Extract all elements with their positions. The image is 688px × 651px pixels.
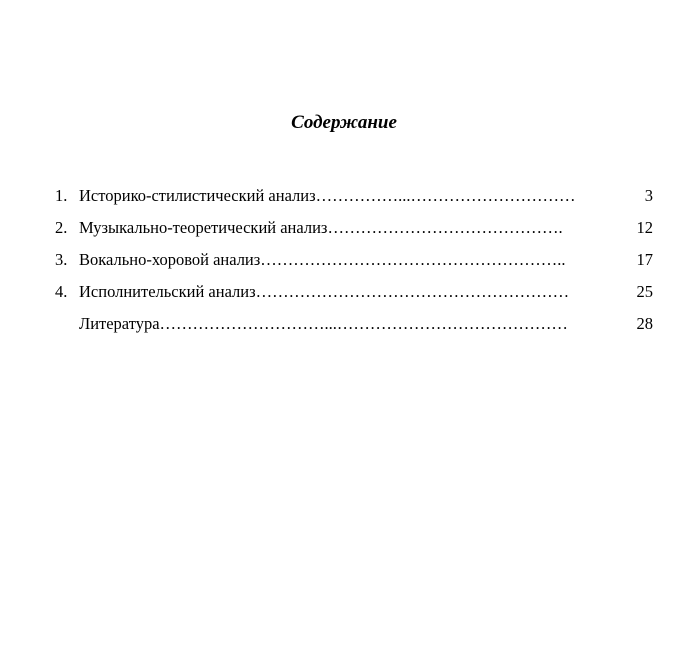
toc-entry-3 [55, 248, 653, 280]
toc-entry-page: 17 [636, 250, 653, 269]
toc-dot-leader: ………………………………………………… [255, 282, 570, 301]
toc-entry-number: 2. [55, 218, 68, 237]
toc-entry-number: 1. [55, 186, 68, 205]
table-of-contents [55, 184, 653, 344]
toc-entry-label: Музыкально-теоретический анализ [79, 218, 328, 237]
toc-entry-bibliography [55, 312, 653, 344]
toc-entry-label: Историко-стилистический анализ [79, 186, 316, 205]
toc-dot-leader: ……………………………………. [327, 218, 563, 237]
toc-entry-4 [55, 280, 653, 312]
toc-dot-leader: …………………………...…………………………………… [159, 314, 568, 333]
toc-entry-2 [55, 216, 653, 248]
toc-entry-label: Исполнительский анализ [79, 282, 256, 301]
toc-entry-label: Вокально-хоровой анализ [79, 250, 261, 269]
toc-entry-line [79, 248, 653, 272]
toc-dot-leader: ……………………………………………….. [260, 250, 566, 269]
toc-entry-line [79, 312, 653, 336]
toc-entry-number: 3. [55, 250, 68, 269]
toc-entry-page: 28 [636, 314, 653, 333]
toc-entry-page: 12 [636, 218, 653, 237]
page-title: Содержание [291, 112, 397, 133]
toc-entry-line [79, 280, 653, 304]
toc-dot-leader: ……………...………………………… [315, 186, 576, 205]
toc-entry-page: 25 [636, 282, 653, 301]
toc-entry-page: 3 [644, 186, 653, 205]
toc-entry-line [79, 184, 653, 208]
toc-entry-label: Литература [79, 314, 160, 333]
toc-entry-number: 4. [55, 282, 68, 301]
toc-entry-1 [55, 184, 653, 216]
toc-entry-line [79, 216, 653, 240]
